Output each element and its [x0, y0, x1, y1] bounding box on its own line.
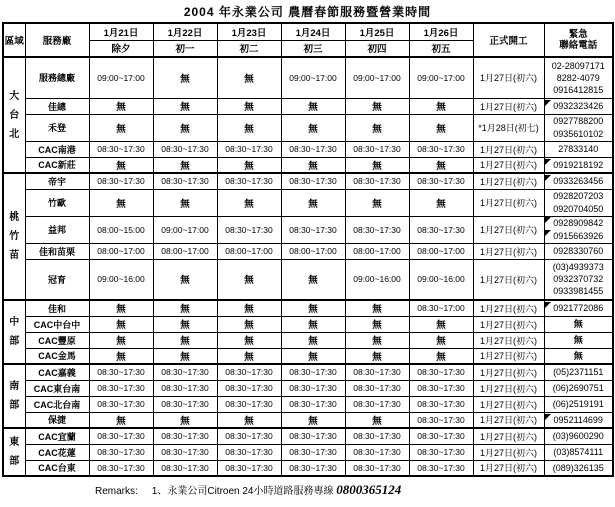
time-cell: 無	[409, 157, 473, 173]
comment-marker-icon	[545, 230, 551, 236]
time-cell: 無	[89, 300, 153, 316]
time-cell: 08:30~17:30	[409, 216, 473, 243]
time-cell: 08:30~17:30	[89, 428, 153, 444]
time-cell: 無	[89, 412, 153, 428]
time-cell: 無	[217, 348, 281, 364]
time-cell: 08:30~17:30	[153, 444, 217, 460]
table-row	[3, 396, 613, 412]
official-start-cell: 1月27日(初六)	[473, 396, 544, 412]
region-char: 大	[9, 90, 20, 102]
header-day: 初四	[345, 40, 409, 57]
time-cell: 09:00~16:00	[89, 259, 153, 300]
time-cell: 08:30~17:30	[89, 364, 153, 380]
time-cell: 無	[89, 157, 153, 173]
time-cell: 08:30~17:30	[153, 396, 217, 412]
phone-cell	[544, 380, 613, 396]
time-cell: 08:30~17:30	[217, 216, 281, 243]
time-cell: 09:00~16:00	[409, 259, 473, 300]
time-cell: 08:00~15:00	[89, 216, 153, 243]
official-start-cell: 1月27日(初六)	[473, 189, 544, 216]
workshop-name-cell: CAC嘉義	[25, 364, 89, 380]
time-cell: 無	[89, 332, 153, 348]
workshop-name-cell: CAC東台南	[25, 380, 89, 396]
official-start-cell: 1月27日(初六)	[473, 316, 544, 332]
official-start-cell: 1月27日(初六)	[473, 412, 544, 428]
time-cell: 無	[89, 348, 153, 364]
time-cell: 08:30~17:30	[409, 428, 473, 444]
phone-cell	[544, 189, 613, 216]
time-cell: 無	[217, 114, 281, 141]
time-cell: 08:00~17:00	[409, 243, 473, 259]
official-start-cell: 1月27日(初六)	[473, 57, 544, 98]
official-start-cell: 1月27日(初六)	[473, 157, 544, 173]
time-cell: 08:30~17:30	[409, 141, 473, 157]
phone-cell	[544, 57, 613, 98]
time-cell: 09:00~17:00	[281, 57, 345, 98]
time-cell: 08:30~17:30	[217, 396, 281, 412]
time-cell: 08:30~17:30	[345, 428, 409, 444]
time-cell: 09:00~16:00	[345, 259, 409, 300]
time-cell: 無	[281, 332, 345, 348]
comment-marker-icon	[545, 414, 551, 420]
phone-cell	[544, 216, 613, 243]
table-row	[3, 428, 613, 444]
time-cell: 無	[89, 189, 153, 216]
comment-marker-icon	[545, 217, 551, 223]
header-workshop: 服務廠	[25, 23, 89, 57]
time-cell: 08:30~17:30	[345, 141, 409, 157]
time-cell: 09:00~17:00	[409, 57, 473, 98]
header-date: 1月25日	[345, 23, 409, 40]
table-row	[3, 157, 613, 173]
workshop-name-cell: 竹歐	[25, 189, 89, 216]
time-cell: 無	[345, 114, 409, 141]
time-cell: 08:30~17:30	[345, 396, 409, 412]
table-row	[3, 259, 613, 300]
region-char: 苗	[9, 250, 20, 261]
time-cell: 無	[281, 348, 345, 364]
table-row	[3, 173, 613, 189]
header-date: 1月23日	[217, 23, 281, 40]
time-cell: 無	[281, 316, 345, 332]
time-cell: 無	[281, 259, 345, 300]
header-date: 1月22日	[153, 23, 217, 40]
official-start-cell: 1月27日(初六)	[473, 380, 544, 396]
region-char: 桃	[9, 212, 20, 223]
time-cell: 08:30~17:30	[89, 380, 153, 396]
time-cell: 08:30~17:30	[217, 173, 281, 189]
phone-cell	[544, 316, 613, 332]
phone-line: (06)2690751	[552, 382, 604, 393]
header-official-start: 正式開工	[473, 23, 544, 57]
time-cell: 無	[281, 412, 345, 428]
time-cell: 08:30~17:30	[217, 460, 281, 476]
time-cell: 無	[217, 57, 281, 98]
phone-line: 0933981455	[553, 286, 604, 297]
time-cell: 無	[89, 98, 153, 114]
emergency-contact-line: 緊急	[568, 28, 588, 40]
workshop-name-cell: CAC北台南	[25, 396, 89, 412]
time-cell: 無	[345, 189, 409, 216]
comment-marker-icon	[545, 175, 551, 181]
official-start-cell: 1月27日(初六)	[473, 259, 544, 300]
time-cell: 無	[409, 114, 473, 141]
comment-marker-icon	[545, 100, 551, 106]
time-cell: 08:30~17:30	[153, 428, 217, 444]
official-start-cell: *1月28日(初七)	[473, 114, 544, 141]
official-start-cell: 1月27日(初六)	[473, 98, 544, 114]
time-cell: 無	[217, 259, 281, 300]
time-cell: 08:30~17:30	[217, 444, 281, 460]
time-cell: 08:30~17:30	[153, 141, 217, 157]
time-cell: 09:00~17:00	[153, 216, 217, 243]
table-row	[3, 444, 613, 460]
table-row	[3, 141, 613, 157]
time-cell: 無	[153, 98, 217, 114]
time-cell: 無	[409, 348, 473, 364]
workshop-name-cell: 佳和	[25, 300, 89, 316]
region-cell	[3, 173, 25, 300]
phone-cell	[544, 428, 613, 444]
time-cell: 08:00~17:00	[281, 243, 345, 259]
phone-cell	[544, 259, 613, 300]
phone-cell	[544, 332, 613, 348]
workshop-name-cell: 佳總	[25, 98, 89, 114]
phone-line: 0932323426	[545, 100, 613, 112]
phone-line: 0932370732	[553, 274, 604, 285]
time-cell: 08:30~17:30	[281, 396, 345, 412]
header-day: 初二	[217, 40, 281, 57]
phone-line: 0933263456	[545, 175, 613, 187]
table-row	[3, 189, 613, 216]
header-day: 除夕	[89, 40, 153, 57]
phone-cell	[544, 412, 613, 428]
time-cell: 08:30~17:30	[409, 412, 473, 428]
workshop-name-cell: 冠育	[25, 259, 89, 300]
header-day: 初五	[409, 40, 473, 57]
time-cell: 08:30~17:30	[281, 216, 345, 243]
official-start-cell: 1月27日(初六)	[473, 141, 544, 157]
time-cell: 08:30~17:30	[281, 364, 345, 380]
phone-line: 0928909842	[545, 217, 613, 229]
time-cell: 08:30~17:30	[89, 460, 153, 476]
time-cell: 無	[409, 316, 473, 332]
header-day: 初三	[281, 40, 345, 57]
workshop-name-cell: 帝宇	[25, 173, 89, 189]
time-cell: 無	[153, 259, 217, 300]
region-char: 部	[9, 336, 20, 347]
region-cell	[3, 300, 25, 364]
remarks-text: 1、永業公司Citroen 24小時道路服務專線	[151, 486, 337, 497]
page-title: 2004 年永業公司 農曆春節服務暨營業時間	[183, 5, 432, 19]
region-char: 台	[9, 109, 20, 121]
workshop-name-cell: 服務總廠	[25, 57, 89, 98]
header-emergency-contact	[544, 23, 613, 57]
time-cell: 無	[217, 332, 281, 348]
phone-line: (05)2371151	[553, 367, 604, 378]
time-cell: 08:30~17:30	[153, 364, 217, 380]
workshop-name-cell: 益邦	[25, 216, 89, 243]
phone-cell	[544, 98, 613, 114]
official-start-cell: 1月27日(初六)	[473, 243, 544, 259]
time-cell: 無	[409, 189, 473, 216]
region-cell	[3, 428, 25, 476]
remarks	[95, 482, 615, 498]
region-cell	[3, 57, 25, 173]
time-cell: 08:30~17:30	[345, 216, 409, 243]
time-cell: 08:30~17:30	[409, 380, 473, 396]
phone-line: 02-28097171	[551, 60, 605, 71]
time-cell: 無	[153, 114, 217, 141]
phone-cell	[544, 141, 613, 157]
time-cell: 無	[409, 98, 473, 114]
region-char: 南	[9, 381, 20, 392]
official-start-cell: 1月27日(初六)	[473, 460, 544, 476]
time-cell: 無	[345, 157, 409, 173]
time-cell: 08:30~17:30	[345, 173, 409, 189]
time-cell: 08:30~17:30	[89, 444, 153, 460]
time-cell: 08:30~17:30	[345, 380, 409, 396]
schedule-table	[2, 22, 614, 477]
time-cell: 08:30~17:30	[409, 364, 473, 380]
time-cell: 08:00~17:00	[89, 243, 153, 259]
emergency-contact-line: 聯絡電話	[559, 40, 598, 51]
time-cell: 無	[345, 316, 409, 332]
time-cell: 無	[409, 332, 473, 348]
time-cell: 08:30~17:30	[409, 460, 473, 476]
workshop-name-cell: CAC台東	[25, 460, 89, 476]
time-cell: 無	[153, 157, 217, 173]
table-row	[3, 57, 613, 98]
table-row	[3, 364, 613, 380]
time-cell: 無	[89, 316, 153, 332]
time-cell: 無	[345, 332, 409, 348]
table-row	[3, 114, 613, 141]
time-cell: 08:30~17:30	[153, 460, 217, 476]
phone-cell	[544, 173, 613, 189]
region-char: 部	[9, 456, 20, 467]
time-cell: 無	[153, 300, 217, 316]
table-row	[3, 316, 613, 332]
phone-line: 0928330760	[553, 245, 604, 256]
official-start-cell: 1月27日(初六)	[473, 300, 544, 316]
phone-line: 0915663926	[545, 230, 613, 242]
table-row	[3, 332, 613, 348]
official-start-cell: 1月27日(初六)	[473, 332, 544, 348]
official-start-cell: 1月27日(初六)	[473, 444, 544, 460]
official-start-cell: 1月27日(初六)	[473, 428, 544, 444]
time-cell: 無	[153, 412, 217, 428]
header-date: 1月26日	[409, 23, 473, 40]
time-cell: 08:30~17:30	[217, 428, 281, 444]
phone-cell	[544, 444, 613, 460]
time-cell: 無	[345, 412, 409, 428]
workshop-name-cell: 禾登	[25, 114, 89, 141]
workshop-name-cell: CAC豐原	[25, 332, 89, 348]
phone-cell	[544, 243, 613, 259]
time-cell: 無	[89, 114, 153, 141]
official-start-cell: 1月27日(初六)	[473, 348, 544, 364]
phone-line: 8282-4079	[556, 72, 600, 83]
time-cell: 08:30~17:30	[153, 380, 217, 396]
time-cell: 08:00~17:00	[217, 243, 281, 259]
official-start-cell: 1月27日(初六)	[473, 216, 544, 243]
time-cell: 無	[345, 348, 409, 364]
time-cell: 08:30~17:30	[281, 428, 345, 444]
time-cell: 08:30~17:30	[345, 460, 409, 476]
header-day: 初一	[153, 40, 217, 57]
time-cell: 08:30~17:30	[281, 141, 345, 157]
time-cell: 08:30~17:30	[281, 460, 345, 476]
region-char: 部	[9, 400, 20, 411]
time-cell: 無	[281, 114, 345, 141]
phone-line: 無	[573, 318, 583, 329]
hotline-number: 0800365124	[336, 482, 402, 497]
table-row	[3, 380, 613, 396]
time-cell: 無	[345, 300, 409, 316]
workshop-name-cell: CAC南港	[25, 141, 89, 157]
time-cell: 無	[153, 189, 217, 216]
region-char: 竹	[9, 231, 20, 242]
time-cell: 08:30~17:30	[89, 141, 153, 157]
time-cell: 無	[153, 316, 217, 332]
time-cell: 無	[217, 316, 281, 332]
time-cell: 08:30~17:30	[153, 173, 217, 189]
phone-cell	[544, 460, 613, 476]
time-cell: 08:30~17:30	[409, 396, 473, 412]
official-start-cell: 1月27日(初六)	[473, 173, 544, 189]
header-date: 1月21日	[89, 23, 153, 40]
time-cell: 08:30~17:30	[217, 380, 281, 396]
phone-line: 無	[573, 350, 583, 361]
phone-line: 0928207203	[553, 191, 604, 202]
workshop-name-cell: 保捷	[25, 412, 89, 428]
phone-line: 0916412815	[553, 84, 604, 95]
region-char: 東	[9, 437, 20, 448]
time-cell: 09:00~17:00	[89, 57, 153, 98]
time-cell: 08:30~17:30	[409, 444, 473, 460]
phone-line: (03)4939373	[552, 262, 604, 273]
phone-line: 0927788200	[553, 116, 604, 127]
time-cell: 08:30~17:30	[409, 173, 473, 189]
time-cell: 09:00~17:00	[345, 57, 409, 98]
workshop-name-cell: CAC中台中	[25, 316, 89, 332]
phone-cell	[544, 114, 613, 141]
table-row	[3, 348, 613, 364]
time-cell: 08:30~17:30	[89, 396, 153, 412]
time-cell: 08:30~17:00	[409, 300, 473, 316]
region-char: 中	[9, 317, 20, 328]
time-cell: 無	[217, 412, 281, 428]
official-start-cell: 1月27日(初六)	[473, 364, 544, 380]
time-cell: 08:30~17:30	[217, 141, 281, 157]
workshop-name-cell: 佳和苗栗	[25, 243, 89, 259]
time-cell: 08:30~17:30	[281, 444, 345, 460]
header-date: 1月24日	[281, 23, 345, 40]
phone-line: (089)326135	[552, 462, 604, 473]
time-cell: 無	[217, 157, 281, 173]
workshop-name-cell: CAC宜蘭	[25, 428, 89, 444]
workshop-name-cell: CAC花蓮	[25, 444, 89, 460]
time-cell: 無	[281, 300, 345, 316]
phone-line: (03)9600290	[552, 431, 604, 442]
time-cell: 無	[153, 57, 217, 98]
comment-marker-icon	[545, 302, 551, 308]
phone-line: 0919218192	[545, 159, 613, 171]
time-cell: 08:30~17:30	[217, 364, 281, 380]
header-region: 區域	[3, 23, 25, 57]
time-cell: 無	[153, 348, 217, 364]
time-cell: 08:30~17:30	[345, 364, 409, 380]
phone-cell	[544, 396, 613, 412]
time-cell: 無	[217, 300, 281, 316]
region-char: 北	[9, 128, 20, 140]
phone-line: (06)2519191	[552, 398, 604, 409]
time-cell: 08:00~17:00	[345, 243, 409, 259]
phone-line: 27833140	[558, 143, 599, 154]
phone-line: (03)8574111	[553, 446, 604, 457]
phone-cell	[544, 364, 613, 380]
region-cell	[3, 364, 25, 428]
time-cell: 08:30~17:30	[281, 380, 345, 396]
workshop-name-cell: CAC金馬	[25, 348, 89, 364]
time-cell: 無	[345, 98, 409, 114]
time-cell: 無	[217, 189, 281, 216]
table-row	[3, 300, 613, 316]
phone-line: 0920704050	[553, 203, 604, 214]
time-cell: 08:00~17:00	[153, 243, 217, 259]
phone-cell	[544, 348, 613, 364]
time-cell: 無	[281, 157, 345, 173]
remarks-label: Remarks:	[95, 486, 138, 497]
phone-line: 0921772086	[545, 302, 613, 314]
phone-cell	[544, 300, 613, 316]
table-row	[3, 98, 613, 114]
time-cell: 08:30~17:30	[89, 173, 153, 189]
time-cell: 無	[281, 189, 345, 216]
workshop-name-cell: CAC新莊	[25, 157, 89, 173]
time-cell: 無	[153, 332, 217, 348]
time-cell: 無	[217, 98, 281, 114]
phone-line: 0935610102	[553, 128, 604, 139]
phone-line: 0952114699	[545, 414, 613, 426]
table-row	[3, 460, 613, 476]
phone-line: 無	[573, 334, 583, 345]
time-cell: 08:30~17:30	[281, 173, 345, 189]
table-row	[3, 412, 613, 428]
time-cell: 無	[281, 98, 345, 114]
comment-marker-icon	[545, 159, 551, 165]
time-cell: 08:30~17:30	[345, 444, 409, 460]
table-row	[3, 216, 613, 243]
phone-cell	[544, 157, 613, 173]
table-row	[3, 243, 613, 259]
